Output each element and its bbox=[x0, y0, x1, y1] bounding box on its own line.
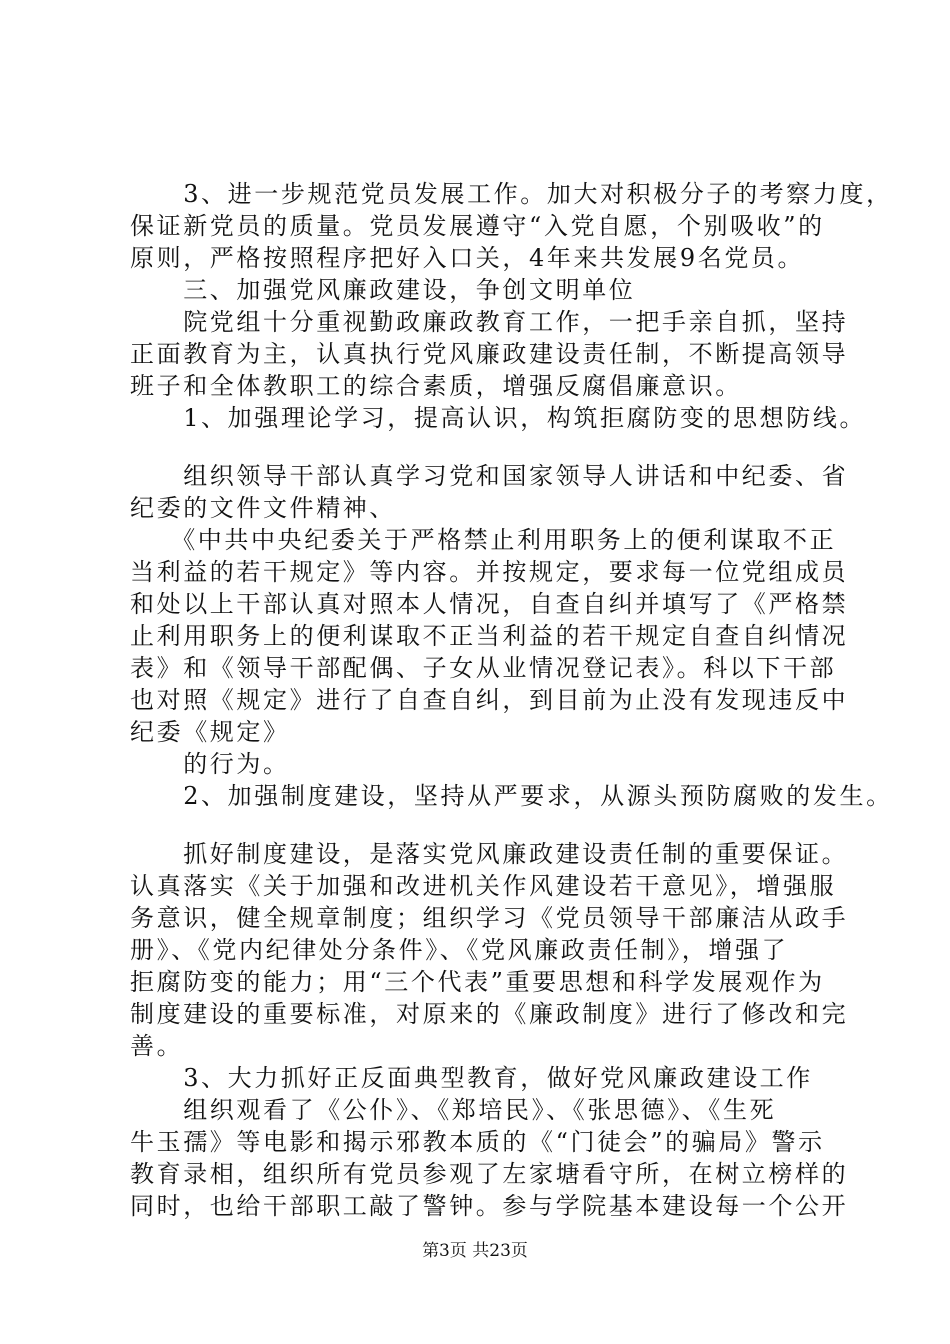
paragraph-line: 保证新党员的质量。党员发展遵守“入党自愿，个别吸收”的 bbox=[130, 212, 825, 240]
paragraph-line: 正面教育为主，认真执行党风廉政建设责任制，不断提高领导 bbox=[130, 340, 849, 368]
paragraph-line: 的行为。 bbox=[130, 750, 290, 778]
paragraph-line: 院党组十分重视勤政廉政教育工作，一把手亲自抓，坚持 bbox=[130, 308, 849, 336]
paragraph-line: 教育录相，组织所有党员参观了左家塘看守所，在树立榜样的 bbox=[130, 1160, 849, 1188]
paragraph-line: 止利用职务上的便利谋取不正当利益的若干规定自查自纠情况 bbox=[130, 622, 849, 650]
paragraph-line: 组织领导干部认真学习党和国家领导人讲话和中纪委、省 bbox=[130, 462, 849, 490]
paragraph-line: 认真落实《关于加强和改进机关作风建设若干意见》，增强服 bbox=[130, 872, 837, 900]
paragraph-line: 册》、《党内纪律处分条件》、《党风廉政责任制》，增强了 bbox=[130, 936, 789, 964]
paragraph-line: 纪委的文件文件精神、 bbox=[130, 494, 396, 522]
paragraph-line: 牛玉孺》等电影和揭示邪教本质的《“门徒会”的骗局》警示 bbox=[130, 1128, 825, 1156]
paragraph-line: 组织观看了《公仆》、《郑培民》、《张思德》、《生死 bbox=[130, 1096, 777, 1124]
paragraph-line: 表》和《领导干部配偶、子女从业情况登记表》。科以下干部 bbox=[130, 654, 837, 682]
paragraph-line: 善。 bbox=[130, 1032, 184, 1060]
subsection-heading: 2、加强制度建设，坚持从严要求，从源头预防腐败的发生。 bbox=[130, 782, 893, 810]
paragraph-line: 3、进一步规范党员发展工作。加大对积极分子的考察力度， bbox=[130, 180, 893, 208]
section-heading: 三、加强党风廉政建设，争创文明单位 bbox=[130, 276, 636, 304]
paragraph-line: 当利益的若干规定》等内容。并按规定，要求每一位党组成员 bbox=[130, 558, 849, 586]
page-footer bbox=[0, 1240, 950, 1262]
subsection-heading: 1、加强理论学习，提高认识，构筑拒腐防变的思想防线。 bbox=[130, 404, 867, 432]
paragraph-line: 务意识，健全规章制度；组织学习《党员领导干部廉洁从政手 bbox=[130, 904, 849, 932]
paragraph-line: 原则，严格按照程序把好入口关，4年来共发展9名党员。 bbox=[130, 244, 805, 272]
paragraph-line: 同时，也给干部职工敲了警钟。参与学院基本建设每一个公开 bbox=[130, 1192, 849, 1220]
paragraph-line: 制度建设的重要标准，对原来的《廉政制度》进行了修改和完 bbox=[130, 1000, 849, 1028]
paragraph-line: 纪委《规定》 bbox=[130, 718, 290, 746]
page-number-label: 第3页 共23页 bbox=[422, 1241, 528, 1261]
paragraph-line: 也对照《规定》进行了自查自纠，到目前为止没有发现违反中 bbox=[130, 686, 849, 714]
paragraph-line: 拒腐防变的能力；用“三个代表”重要思想和科学发展观作为 bbox=[130, 968, 825, 996]
subsection-heading: 3、大力抓好正反面典型教育，做好党风廉政建设工作 bbox=[130, 1064, 813, 1092]
paragraph-line: 《中共中央纪委关于严格禁止利用职务上的便利谋取不正 bbox=[130, 526, 837, 554]
paragraph-line: 抓好制度建设，是落实党风廉政建设责任制的重要保证。 bbox=[130, 840, 849, 868]
paragraph-line: 班子和全体教职工的综合素质，增强反腐倡廉意识。 bbox=[130, 372, 742, 400]
paragraph-line: 和处以上干部认真对照本人情况，自查自纠并填写了《严格禁 bbox=[130, 590, 849, 618]
